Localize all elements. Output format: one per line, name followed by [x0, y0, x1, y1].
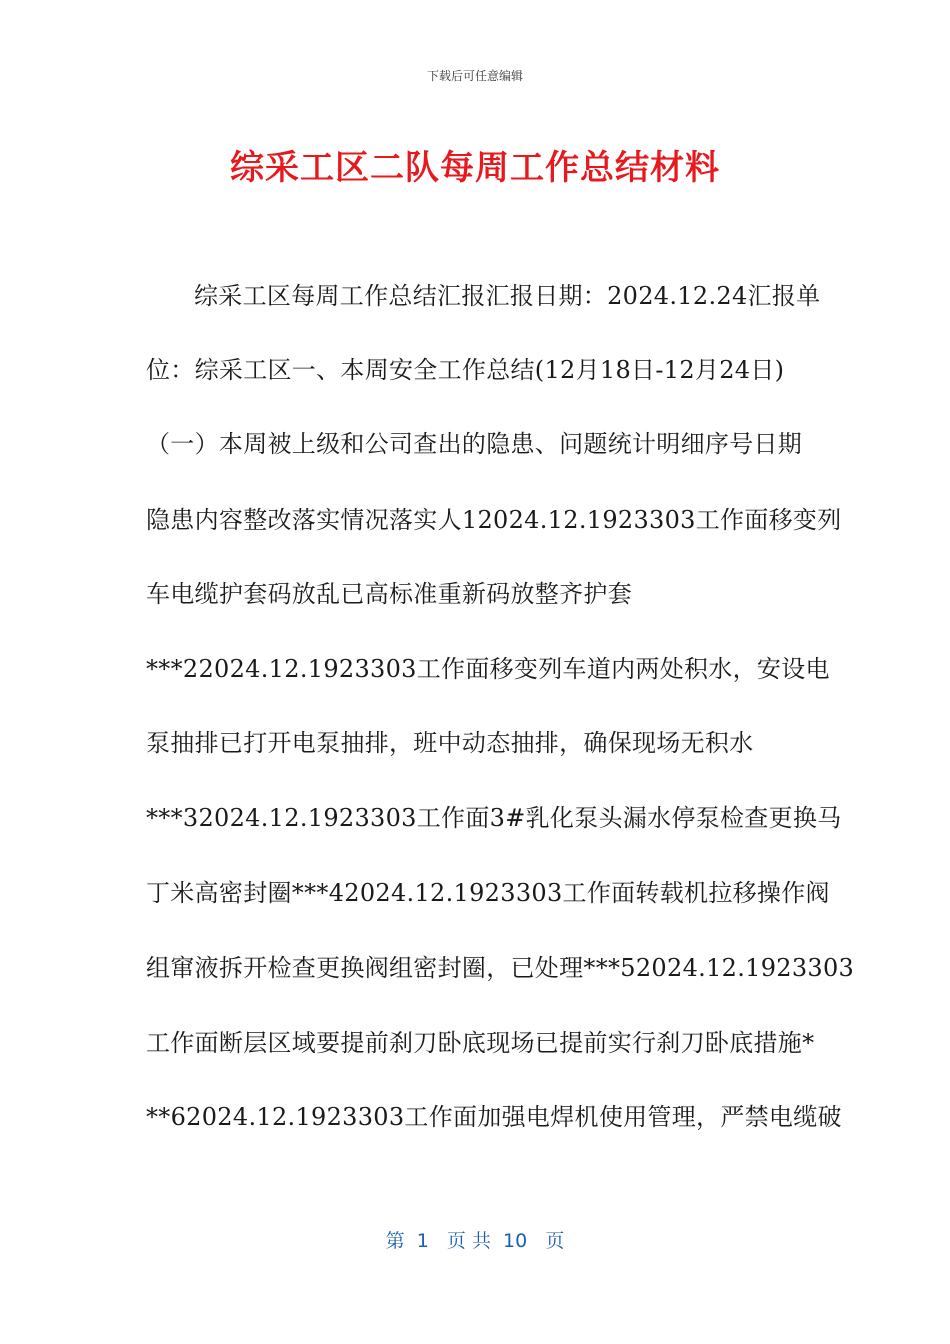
- body-line-2: 位：综采工区一、本周安全工作总结(12月18日-12月24日): [146, 356, 785, 384]
- body-line-1: 综采工区每周工作总结汇报汇报日期：2024.12.24汇报单: [194, 282, 821, 310]
- document-title: 综采工区二队每周工作总结材料: [230, 148, 720, 188]
- body-line-4: 隐患内容整改落实情况落实人12024.12.1923303工作面移变列: [146, 506, 842, 534]
- body-line-8: ***32024.12.1923303工作面3#乳化泵头漏水停泵检查更换马: [146, 804, 842, 832]
- body-line-3: （一）本周被上级和公司查出的隐患、问题统计明细序号日期: [146, 430, 803, 458]
- body-line-6: ***22024.12.1923303工作面移变列车道内两处积水，安设电: [146, 655, 830, 683]
- body-line-9: 丁米高密封圈***42024.12.1923303工作面转载机拉移操作阀: [146, 879, 830, 907]
- body-line-11: 工作面断层区域要提前刹刀卧底现场已提前实行刹刀卧底措施*: [146, 1029, 815, 1057]
- body-line-10: 组窜液拆开检查更换阀组密封圈，已处理***52024.12.1923303: [146, 954, 855, 982]
- page-footer: 第 1 页 共 10 页: [385, 1230, 565, 1252]
- body-line-5: 车电缆护套码放乱已高标准重新码放整齐护套: [146, 580, 632, 608]
- body-line-7: 泵抽排已打开电泵抽排，班中动态抽排，确保现场无积水: [146, 729, 754, 757]
- body-line-12: **62024.12.1923303工作面加强电焊机使用管理，严禁电缆破: [146, 1103, 842, 1131]
- header-note: 下载后可任意编辑: [426, 69, 523, 83]
